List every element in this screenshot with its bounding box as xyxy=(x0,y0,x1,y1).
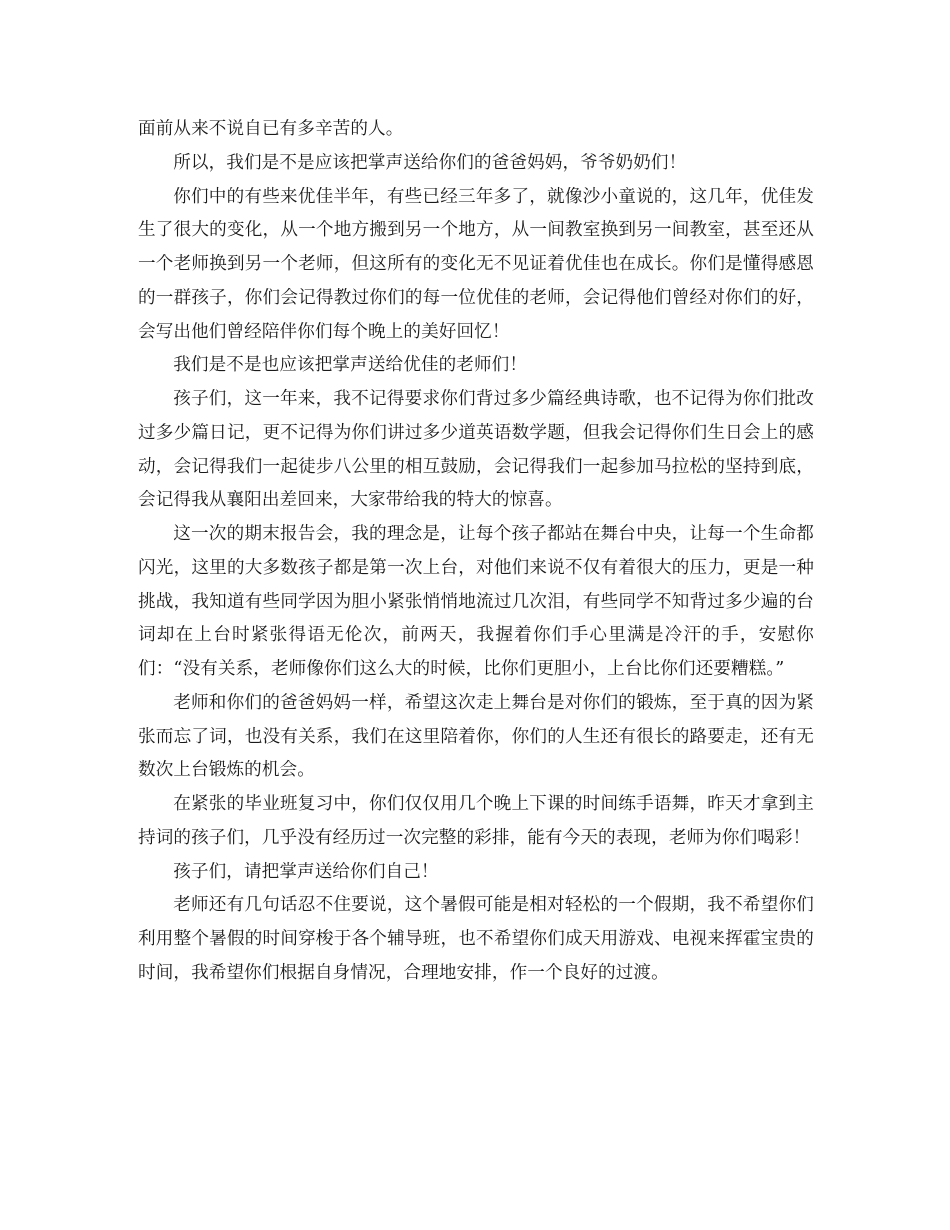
paragraph: 老师和你们的爸爸妈妈一样，希望这次走上舞台是对你们的锻炼，至于真的因为紧张而忘了词，也没有关系，我们在这里陪着你，你们的人生还有很长的路要走，还有无数次上台锻炼的机会。 xyxy=(138,692,814,781)
paragraph: 这一次的期末报告会，我的理念是，让每个孩子都站在舞台中央，让每一个生命都闪光，这里的大多数孩子都是第一次上台，对他们来说不仅有着很大的压力，更是一种挑战，我知道有些同学因为胆小紧张悄悄地流过几次泪，有些同学不知背过多少遍的台词却在上台时紧张得语无伦次，前两天，我握着你们手心里满是冷汗的手，安慰你们：“没有关系，老师像你们这么大的时候，比你们更胆小，上台比你们还要糟糕。” xyxy=(138,524,814,679)
paragraph: 孩子们，请把掌声送给你们自己！ xyxy=(173,861,439,882)
paragraph: 孩子们，这一年来，我不记得要求你们背过多少篇经典诗歌，也不记得为你们批改过多少篇日记，更不记得为你们讲过多少道英语数学题，但我会记得你们生日会上的感动，会记得我们一起徒步八公里的相互鼓励，会记得我们一起参加马拉松的坚持到底，会记得我从襄阳出差回来，大家带给我的特大的惊喜。 xyxy=(138,389,814,511)
document-body xyxy=(138,113,814,991)
paragraph: 在紧张的毕业班复习中，你们仅仅用几个晚上下课的时间练手语舞，昨天才拿到主持词的孩子们，几乎没有经历过一次完整的彩排，能有今天的表现，老师为你们喝彩！ xyxy=(138,794,814,848)
paragraph: 面前从来不说自已有多辛苦的人。 xyxy=(138,119,404,139)
paragraph: 老师还有几句话忍不住要说，这个暑假可能是相对轻松的一个假期，我不希望你们利用整个暑假的时间穿梭于各个辅导班，也不希望你们成天用游戏、电视来挥霍宝贵的时间，我希望你们根据自身情况，合理地安排，作一个良好的过渡。 xyxy=(138,895,814,983)
paragraph: 你们中的有些来优佳半年，有些已经三年多了，就像沙小童说的，这几年，优佳发生了很大的变化，从一个地方搬到另一个地方，从一间教室换到另一间教室，甚至还从一个老师换到另一个老师，但这所有的变化无不见证着优佳也在成长。你们是懂得感恩的一群孩子，你们会记得教过你们的每一位优佳的老师，会记得他们曾经对你们的好，会写出他们曾经陪伴你们每个晚上的美好回忆！ xyxy=(138,186,814,342)
paragraph: 所以，我们是不是应该把掌声送给你们的爸爸妈妈，爷爷奶奶们！ xyxy=(173,152,687,173)
paragraph: 我们是不是也应该把掌声送给优佳的老师们！ xyxy=(173,355,528,376)
